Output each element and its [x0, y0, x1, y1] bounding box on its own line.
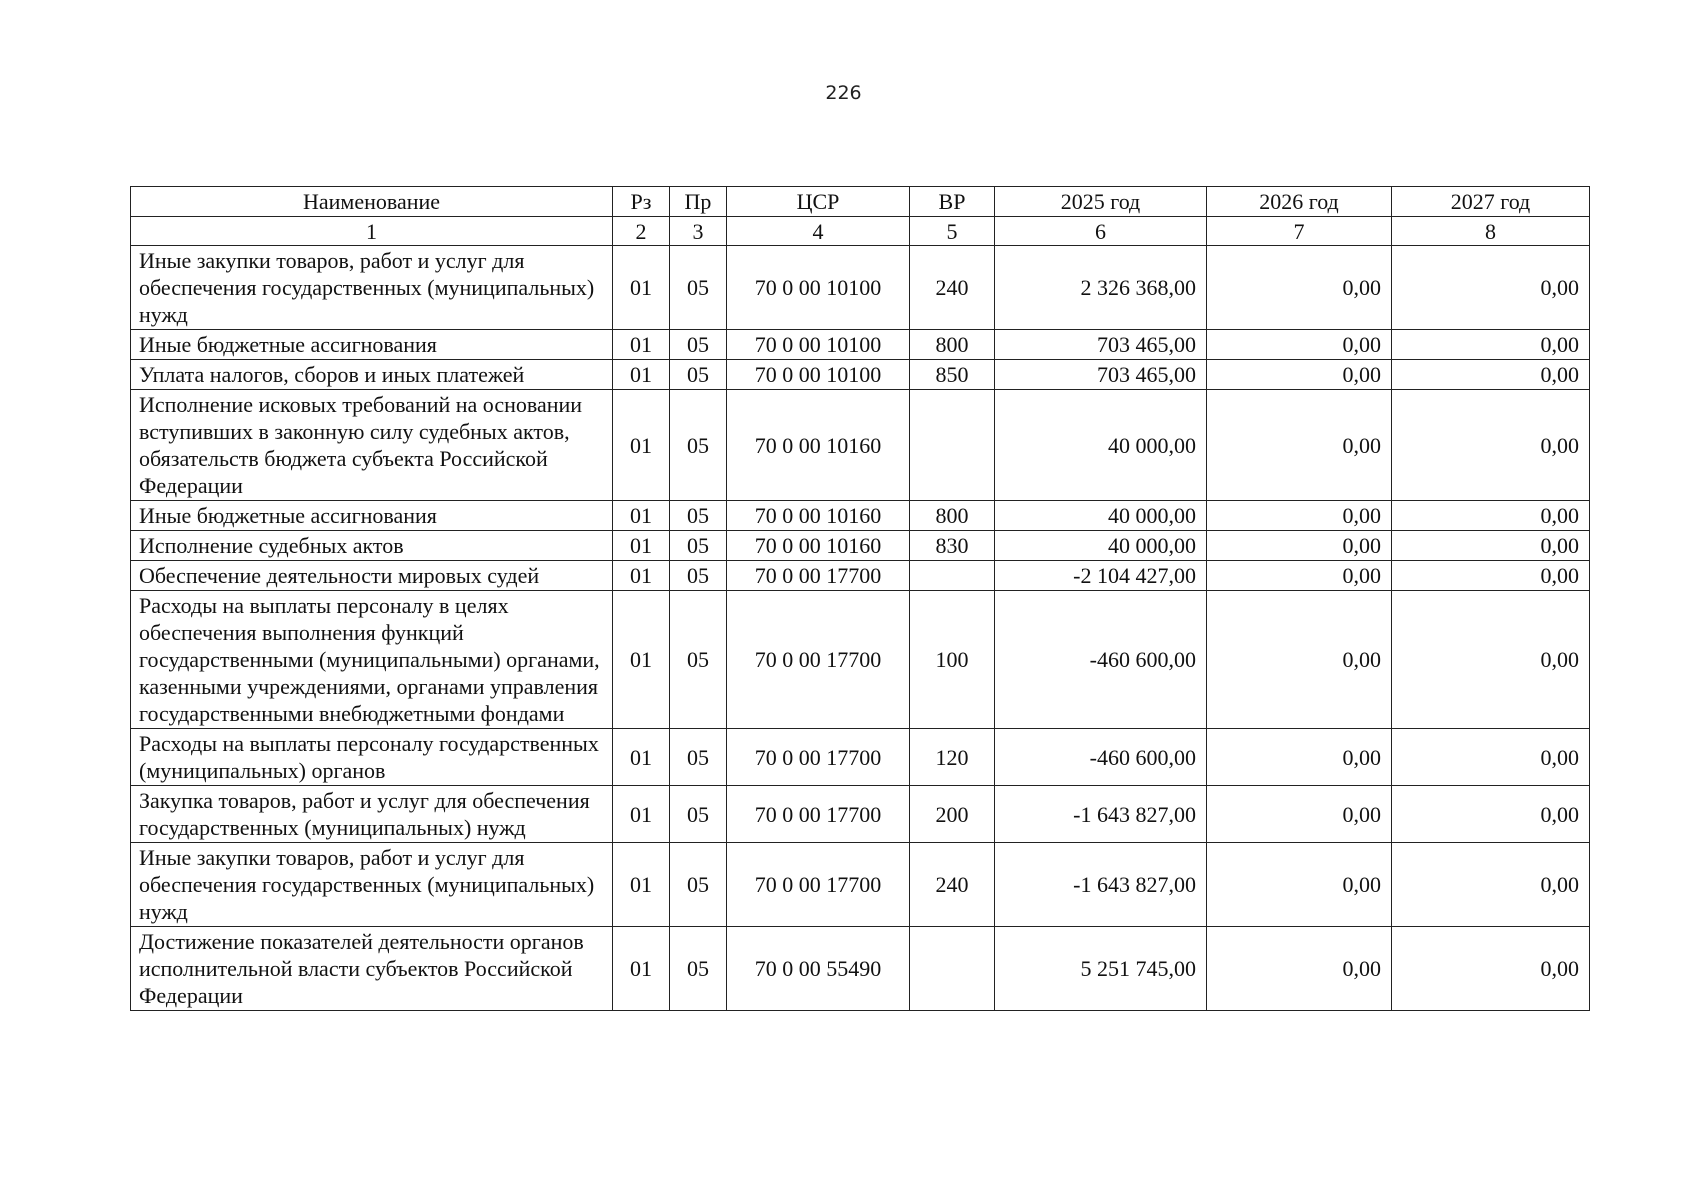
row-2026: 0,00 — [1207, 360, 1392, 390]
row-rz: 01 — [613, 927, 670, 1011]
row-name: Уплата налогов, сборов и иных платежей — [131, 360, 613, 390]
row-vr: 100 — [910, 591, 995, 729]
header-2026: 2026 год — [1207, 187, 1392, 217]
row-2025: -1 643 827,00 — [995, 843, 1207, 927]
row-2027: 0,00 — [1392, 501, 1590, 531]
row-name: Закупка товаров, работ и услуг для обеспечения государственных (муниципальных) нужд — [131, 786, 613, 843]
row-name: Иные закупки товаров, работ и услуг для обеспечения государственных (муниципальных) нужд — [131, 246, 613, 330]
header-pr: Пр — [670, 187, 727, 217]
table-row — [131, 330, 1590, 360]
budget-table — [130, 186, 1590, 1011]
row-pr: 05 — [670, 561, 727, 591]
row-2025: 5 251 745,00 — [995, 927, 1207, 1011]
page-number: 226 — [825, 82, 862, 104]
column-number: 8 — [1392, 217, 1590, 246]
row-csr: 70 0 00 10100 — [727, 360, 910, 390]
row-name: Достижение показателей деятельности органов исполнительной власти субъектов Российской Федерации — [131, 927, 613, 1011]
column-number: 1 — [131, 217, 613, 246]
row-vr: 800 — [910, 330, 995, 360]
row-2025: 703 465,00 — [995, 360, 1207, 390]
row-csr: 70 0 00 17700 — [727, 843, 910, 927]
row-csr: 70 0 00 10160 — [727, 390, 910, 501]
table-row — [131, 927, 1590, 1011]
row-vr: 240 — [910, 843, 995, 927]
row-name: Расходы на выплаты персоналу в целях обеспечения выполнения функций государственными (муниципальными) органами, казенными учреждениями, органами управления государственными внебюджетными фондами — [131, 591, 613, 729]
row-name: Исполнение судебных актов — [131, 531, 613, 561]
row-2027: 0,00 — [1392, 246, 1590, 330]
row-2025: -1 643 827,00 — [995, 786, 1207, 843]
row-2025: 40 000,00 — [995, 390, 1207, 501]
row-csr: 70 0 00 55490 — [727, 927, 910, 1011]
row-name: Обеспечение деятельности мировых судей — [131, 561, 613, 591]
row-2025: 40 000,00 — [995, 531, 1207, 561]
table-row — [131, 591, 1590, 729]
row-vr: 200 — [910, 786, 995, 843]
row-2026: 0,00 — [1207, 561, 1392, 591]
row-csr: 70 0 00 10100 — [727, 246, 910, 330]
row-csr: 70 0 00 10160 — [727, 531, 910, 561]
row-csr: 70 0 00 17700 — [727, 786, 910, 843]
row-2026: 0,00 — [1207, 531, 1392, 561]
row-pr: 05 — [670, 843, 727, 927]
row-rz: 01 — [613, 843, 670, 927]
row-name: Расходы на выплаты персоналу государственных (муниципальных) органов — [131, 729, 613, 786]
row-vr: 120 — [910, 729, 995, 786]
row-2025: 703 465,00 — [995, 330, 1207, 360]
row-rz: 01 — [613, 786, 670, 843]
table-row — [131, 729, 1590, 786]
header-2027: 2027 год — [1392, 187, 1590, 217]
row-csr: 70 0 00 10100 — [727, 330, 910, 360]
row-rz: 01 — [613, 561, 670, 591]
column-number: 4 — [727, 217, 910, 246]
row-2026: 0,00 — [1207, 843, 1392, 927]
row-2027: 0,00 — [1392, 927, 1590, 1011]
table-row — [131, 390, 1590, 501]
row-2027: 0,00 — [1392, 843, 1590, 927]
row-2026: 0,00 — [1207, 786, 1392, 843]
row-pr: 05 — [670, 531, 727, 561]
header-2025: 2025 год — [995, 187, 1207, 217]
row-pr: 05 — [670, 729, 727, 786]
column-number: 3 — [670, 217, 727, 246]
header-rz: Рз — [613, 187, 670, 217]
row-vr — [910, 390, 995, 501]
table-row — [131, 843, 1590, 927]
column-number: 5 — [910, 217, 995, 246]
table-row — [131, 786, 1590, 843]
table-row — [131, 360, 1590, 390]
row-rz: 01 — [613, 531, 670, 561]
header-csr: ЦСР — [727, 187, 910, 217]
row-pr: 05 — [670, 591, 727, 729]
row-vr: 850 — [910, 360, 995, 390]
row-2025: -460 600,00 — [995, 729, 1207, 786]
row-2026: 0,00 — [1207, 501, 1392, 531]
row-name: Иные бюджетные ассигнования — [131, 501, 613, 531]
row-2027: 0,00 — [1392, 330, 1590, 360]
column-number: 6 — [995, 217, 1207, 246]
row-2027: 0,00 — [1392, 390, 1590, 501]
row-2027: 0,00 — [1392, 561, 1590, 591]
row-2025: -460 600,00 — [995, 591, 1207, 729]
row-2027: 0,00 — [1392, 360, 1590, 390]
header-name: Наименование — [131, 187, 613, 217]
row-2026: 0,00 — [1207, 729, 1392, 786]
row-pr: 05 — [670, 927, 727, 1011]
column-number: 2 — [613, 217, 670, 246]
header-vr: ВР — [910, 187, 995, 217]
table-row — [131, 246, 1590, 330]
table-row — [131, 531, 1590, 561]
row-vr: 240 — [910, 246, 995, 330]
row-2027: 0,00 — [1392, 531, 1590, 561]
row-csr: 70 0 00 17700 — [727, 591, 910, 729]
row-2026: 0,00 — [1207, 330, 1392, 360]
row-pr: 05 — [670, 501, 727, 531]
row-csr: 70 0 00 10160 — [727, 501, 910, 531]
header-row — [131, 187, 1590, 217]
table-row — [131, 561, 1590, 591]
row-vr: 800 — [910, 501, 995, 531]
row-2026: 0,00 — [1207, 927, 1392, 1011]
row-rz: 01 — [613, 246, 670, 330]
row-2025: 40 000,00 — [995, 501, 1207, 531]
row-pr: 05 — [670, 360, 727, 390]
row-rz: 01 — [613, 390, 670, 501]
row-pr: 05 — [670, 330, 727, 360]
row-rz: 01 — [613, 330, 670, 360]
row-2026: 0,00 — [1207, 591, 1392, 729]
row-vr — [910, 561, 995, 591]
row-vr — [910, 927, 995, 1011]
row-rz: 01 — [613, 501, 670, 531]
column-number-row — [131, 217, 1590, 246]
row-pr: 05 — [670, 390, 727, 501]
column-number: 7 — [1207, 217, 1392, 246]
row-2027: 0,00 — [1392, 729, 1590, 786]
row-vr: 830 — [910, 531, 995, 561]
row-pr: 05 — [670, 786, 727, 843]
row-rz: 01 — [613, 591, 670, 729]
row-2027: 0,00 — [1392, 591, 1590, 729]
row-2025: 2 326 368,00 — [995, 246, 1207, 330]
row-name: Иные закупки товаров, работ и услуг для обеспечения государственных (муниципальных) нужд — [131, 843, 613, 927]
row-rz: 01 — [613, 360, 670, 390]
table-row — [131, 501, 1590, 531]
row-rz: 01 — [613, 729, 670, 786]
row-2026: 0,00 — [1207, 390, 1392, 501]
row-pr: 05 — [670, 246, 727, 330]
row-name: Исполнение исковых требований на основании вступивших в законную силу судебных актов, обязательств бюджета субъекта Российской Федерации — [131, 390, 613, 501]
row-csr: 70 0 00 17700 — [727, 561, 910, 591]
row-csr: 70 0 00 17700 — [727, 729, 910, 786]
row-name: Иные бюджетные ассигнования — [131, 330, 613, 360]
row-2027: 0,00 — [1392, 786, 1590, 843]
row-2025: -2 104 427,00 — [995, 561, 1207, 591]
row-2026: 0,00 — [1207, 246, 1392, 330]
